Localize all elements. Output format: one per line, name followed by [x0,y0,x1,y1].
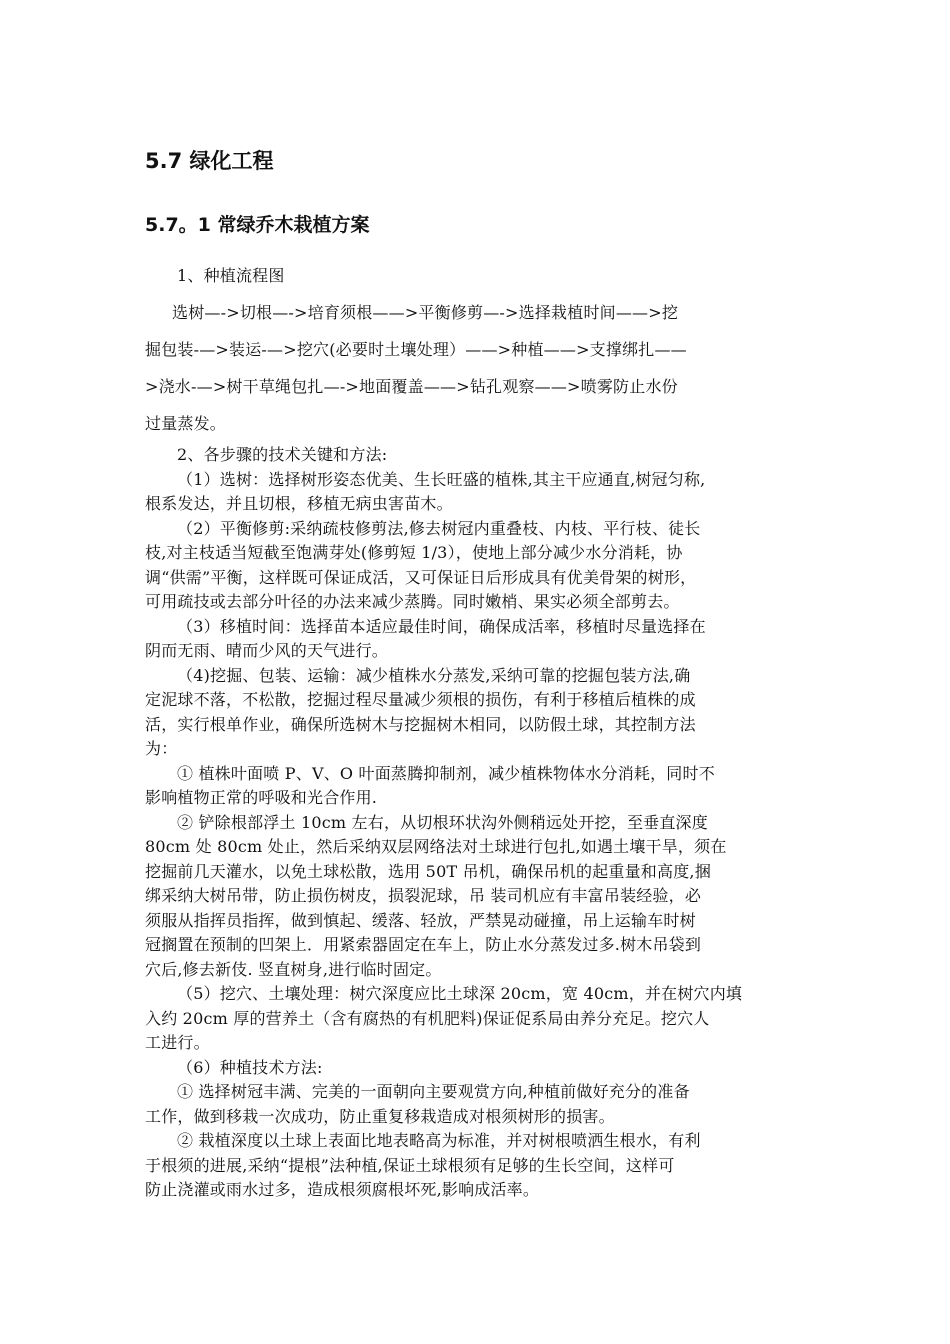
step-line: 80cm 处 80cm 处止，然后采纳双层网络法对土球进行包扎,如遇土壤干旱，须在 [145,837,727,856]
step-line: 影响植物正常的呼吸和光合作用. [145,788,378,807]
step-line: ② 铲除根部浮土 10cm 左右，从切根环状沟外侧稍远处开挖，至垂直深度 [177,812,708,832]
subsection-heading: 5.7。1 常绿乔木栽植方案 [145,214,370,236]
flow-title-block [145,264,810,289]
step-line: 定泥球不落，不松散，挖掘过程尽量减少须根的损伤，有利于移植后植株的成 [145,690,696,709]
step-line: ① 植株叶面喷 P、V、O 叶面蒸腾抑制剂，减少植株物体水分消耗，同时不 [177,763,715,783]
step-line: 挖掘前几天灌水，以免土球松散，选用 50T 吊机，确保吊机的起重量和高度,捆 [145,861,711,881]
step-line: 工作，做到移栽一次成功，防止重复移栽造成对根须树形的损害。 [145,1106,615,1126]
step-line: 入约 20cm 厚的营养土（含有腐热的有机肥料)保证促系局由养分充足。挖穴人 [145,1008,710,1028]
step-line: （6）种植技术方法: [177,1057,323,1077]
steps-section [145,443,810,1203]
step-line: （5）挖穴、土壤处理：树穴深度应比土球深 20cm，宽 40cm，并在树穴内填 [177,984,743,1003]
flow-line: 过量蒸发。 [145,414,227,433]
flow-title: 1、种植流程图 [177,266,285,285]
step-line: 须服从指挥员指挥，做到慎起、缓落、轻放，严禁晃动碰撞，吊上运输车时树 [145,910,696,930]
step-line: （1）选树：选择树形姿态优美、生长旺盛的植株,其主干应通直,树冠匀称, [177,469,706,489]
step-line: 阴而无雨、晴而少风的天气进行。 [145,641,389,660]
step-line: 活，实行根单作业，确保所选树木与挖掘树木相同，以防假土球，其控制方法 [145,714,696,734]
step-line: 根系发达，并且切根，移植无病虫害苗木。 [145,494,453,513]
step-line: （3）移植时间：选择苗本适应最佳时间，确保成活率，移植时尽量选择在 [177,616,706,636]
step-line: （4)挖掘、包装、运输：减少植株水分蒸发,采纳可靠的挖掘包装方法,确 [177,665,691,685]
step-line: 工进行。 [145,1033,210,1052]
step-line: ② 栽植深度以土球上表面比地表略高为标准，并对树根喷洒生根水，有利 [177,1131,701,1150]
step-line: 可用疏技或去部分叶径的办法来减少蒸腾。同时嫩梢、果实必须全部剪去。 [145,592,680,611]
step-line: 冠搁置在预制的凹架上．用紧索器固定在车上，防止水分蒸发过多.树木吊袋到 [145,935,702,954]
step-line: 穴后,修去新伎. 竖直树身,进行临时固定。 [145,959,442,979]
step-line: 绑采纳大树吊带，防止损伤树皮，损裂泥球，吊 装司机应有丰富吊装经验，必 [145,886,702,905]
step-line: （2）平衡修剪:采纳疏枝修剪法,修去树冠内重叠枝、内枝、平行枝、徒长 [177,518,701,538]
flow-paragraph [145,294,810,442]
flow-line: 选树—->切根—->培育须根——>平衡修剪—->选择栽植时间——>挖 [172,303,679,322]
flow-line: 掘包装-—>装运-—>挖穴(必要时土壤处理）——>种植——>支撑绑扎—— [145,340,687,359]
step-line: ① 选择树冠丰满、完美的一面朝向主要观赏方向,种植前做好充分的准备 [177,1082,690,1101]
step-line: 为： [145,739,178,758]
flow-line: >浇水-—>树干草绳包扎—->地面覆盖——>钻孔观察——>喷雾防止水份 [145,377,678,396]
step-line: 防止浇灌或雨水过多，造成根须腐根坏死,影响成活率。 [145,1180,540,1199]
step-line: 调“供需”平衡，这样既可保证成活，又可保证日后形成具有优美骨架的树形， [145,567,697,587]
step-line: 枝,对主枝适当短截至饱满芽处(修剪短 1/3），使地上部分减少水分消耗，协 [145,543,683,562]
section-heading: 5.7 绿化工程 [145,149,274,173]
step-line: 于根须的进展,采纳“提根”法种植,保证土球根须有足够的生长空间，这样可 [145,1155,675,1175]
steps-title: 2、各步骤的技术关键和方法: [177,445,388,464]
